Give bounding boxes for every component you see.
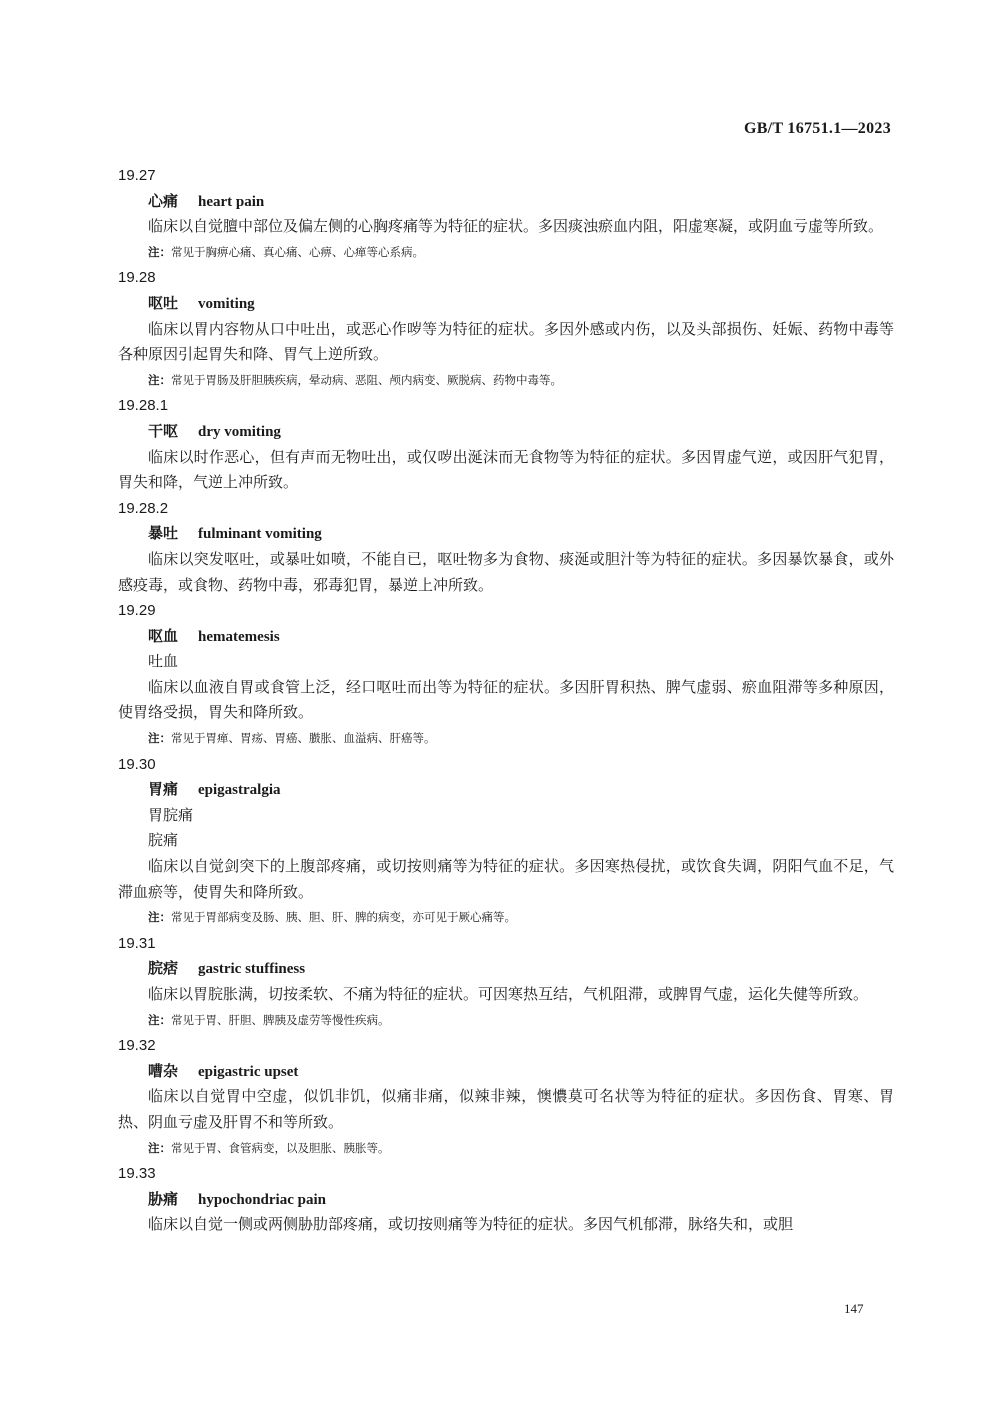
note-label: 注： <box>148 910 171 925</box>
entry-definition: 临床以突发呕吐，或暴吐如喷，不能自已，呕吐物多为食物、痰涎或胆汁等为特征的症状。多因暴饮暴食，或外感疫毒，或食物、药物中毒，邪毒犯胃，暴逆上冲所致。 <box>118 549 894 594</box>
term-synonym: 脘痛 <box>148 831 179 850</box>
entry-number: 19.30 <box>118 755 156 773</box>
entry-term <box>118 777 894 803</box>
entry-note <box>118 368 894 394</box>
term-english: epigastralgia <box>198 782 281 799</box>
term-english: epigastric upset <box>198 1063 299 1080</box>
term-english: gastric stuffiness <box>198 961 306 978</box>
note-label: 注： <box>148 1012 171 1027</box>
note-text: 常见于胃瘅、胃疡、胃癌、臌胀、血溢病、肝癌等。 <box>171 731 436 746</box>
term-english: fulminant vomiting <box>198 526 322 543</box>
entry-term <box>118 1187 894 1213</box>
note-text: 常见于胸痹心痛、真心痛、心痹、心瘅等心系病。 <box>171 244 424 259</box>
entry-number: 19.28.1 <box>118 397 169 415</box>
term-chinese: 心痛 <box>148 191 179 210</box>
entries-list <box>118 163 894 1238</box>
entry-number: 19.28 <box>118 269 156 287</box>
entry-term <box>118 419 894 445</box>
term-chinese: 呕血 <box>148 626 179 645</box>
entry-term <box>118 1059 894 1085</box>
entry-number: 19.27 <box>118 167 156 184</box>
note-text: 常见于胃、食管病变，以及胆胀、胰胀等。 <box>171 1140 390 1155</box>
entry-definition: 临床以自觉剑突下的上腹部疼痛，或切按则痛等为特征的症状。多因寒热侵扰，或饮食失调，阴阳气血不足，气滞血瘀等，使胃失和降所致。 <box>118 857 894 901</box>
entry-note <box>118 240 894 266</box>
page-number: 147 <box>844 1301 864 1316</box>
note-text: 常见于胃、肝胆、脾胰及虚劳等慢性疾病。 <box>171 1012 390 1027</box>
entry-definition: 临床以自觉胃中空虚，似饥非饥，似痛非痛，似辣非辣，懊憹莫可名状等为特征的症状。多因伤食、胃寒、胃热、阴血亏虚及肝胃不和等所致。 <box>118 1087 894 1131</box>
term-english: hypochondriac pain <box>198 1191 326 1208</box>
entry-number: 19.29 <box>118 602 156 620</box>
entry-definition: 临床以自觉膻中部位及偏左侧的心胸疼痛等为特征的症状。多因痰浊瘀血内阻，阳虚寒凝，或阴血亏虚等所致。 <box>148 217 884 236</box>
entry-term <box>118 521 894 547</box>
entry-note <box>118 726 894 752</box>
term-english: heart pain <box>198 193 265 210</box>
entry-number: 19.33 <box>118 1165 156 1183</box>
note-label: 注： <box>148 1140 171 1155</box>
entry-number: 19.28.2 <box>118 499 169 517</box>
term-synonym: 胃脘痛 <box>148 805 194 824</box>
note-text: 常见于胃部病变及肠、胰、胆、肝、脾的病变，亦可见于厥心痛等。 <box>171 910 516 925</box>
entry-term <box>118 189 894 215</box>
term-chinese: 胃痛 <box>148 780 179 799</box>
note-text: 常见于胃肠及肝胆胰疾病，晕动病、恶阻、颅内病变、厥脱病、药物中毒等。 <box>171 372 562 387</box>
note-label: 注： <box>148 731 171 746</box>
entry-definition: 临床以胃脘胀满，切按柔软、不痛为特征的症状。可因寒热互结，气机阻滞，或脾胃气虚，运化失健等所致。 <box>148 985 869 1003</box>
entry-definition: 临床以自觉一侧或两侧胁肋部疼痛，或切按则痛等为特征的症状。多因气机郁滞，脉络失和，或胆 <box>148 1215 794 1234</box>
entry-term <box>118 956 894 982</box>
term-english: hematemesis <box>198 628 280 645</box>
term-chinese: 胁痛 <box>148 1189 179 1208</box>
entry-definition: 临床以时作恶心，但有声而无物吐出，或仅哕出涎沫而无食物等为特征的症状。多因胃虚气逆，或因肝气犯胃，胃失和降，气逆上冲所致。 <box>118 447 894 492</box>
entry-number: 19.32 <box>118 1037 156 1055</box>
standard-code: GB/T 16751.1—2023 <box>743 120 891 137</box>
entry-note <box>118 1136 894 1162</box>
entry-number: 19.31 <box>118 934 156 952</box>
entry-note <box>118 905 894 931</box>
term-synonym: 吐血 <box>148 652 179 671</box>
note-label: 注： <box>148 372 171 387</box>
term-chinese: 脘痞 <box>148 959 179 978</box>
term-english: vomiting <box>198 295 255 312</box>
entry-definition: 临床以血液自胃或食管上泛，经口呕吐而出等为特征的症状。多因肝胃积热、脾气虚弱、瘀血阻滞等多种原因，使胃络受损，胃失和降所致。 <box>118 677 894 722</box>
entry-term <box>118 624 894 650</box>
entry-definition: 临床以胃内容物从口中吐出，或恶心作哕等为特征的症状。多因外感或内伤，以及头部损伤、妊娠、药物中毒等各种原因引起胃失和降、胃气上逆所致。 <box>118 319 894 364</box>
entry-note <box>118 1008 894 1034</box>
term-chinese: 呕吐 <box>148 293 179 312</box>
term-chinese: 干呕 <box>148 421 179 440</box>
entry-term <box>118 291 894 317</box>
term-english: dry vomiting <box>198 423 281 440</box>
term-chinese: 暴吐 <box>148 524 179 543</box>
term-chinese: 嘈杂 <box>148 1061 179 1080</box>
note-label: 注： <box>148 244 171 259</box>
